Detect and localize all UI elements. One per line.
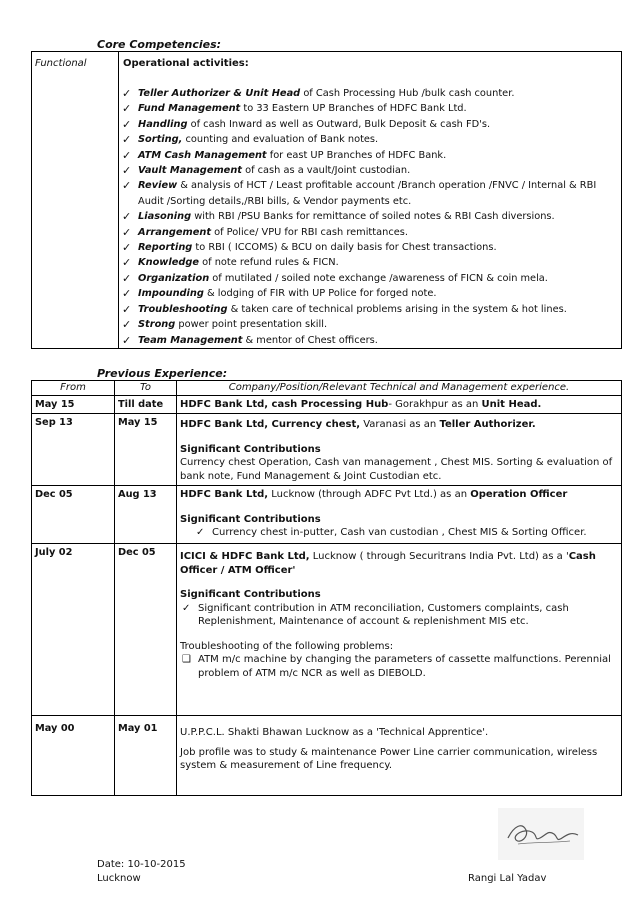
to-date: Aug 13 xyxy=(115,486,177,544)
checkbox-bullet-icon: ❑ xyxy=(182,654,191,665)
significant-contributions-heading: Significant Contributions xyxy=(180,589,321,600)
role-name: Operation Officer xyxy=(470,489,568,500)
experience-detail xyxy=(177,414,622,486)
table-header-row xyxy=(32,381,622,396)
checkmark-icon: ✓ xyxy=(122,287,132,301)
checkmark-icon: ✓ xyxy=(122,210,132,224)
checkmark-icon: ✓ xyxy=(122,333,132,347)
role-name: Cash Officer / ATM Officer' xyxy=(180,551,596,576)
column-divider xyxy=(118,52,119,348)
experience-detail xyxy=(177,544,622,716)
to-date: Dec 05 xyxy=(115,544,177,716)
checkmark-icon: ✓ xyxy=(122,302,132,316)
operational-activities-header: Operational activities: xyxy=(123,58,249,69)
checkmark-icon: ✓ xyxy=(122,117,132,131)
table-row xyxy=(32,544,622,716)
experience-table xyxy=(31,380,622,796)
footer-name: Rangi Lal Yadav xyxy=(468,873,547,884)
header-from: From xyxy=(32,381,115,396)
to-date: May 01 xyxy=(115,716,177,796)
core-competencies-table xyxy=(31,51,622,349)
checkmark-icon: ✓ xyxy=(122,164,132,178)
list-item: ✓ Sorting, counting and evaluation of Bank notes. xyxy=(122,133,379,147)
to-date: Till date xyxy=(115,395,177,414)
job-profile-text: Job profile was to study & maintenance Power Line carrier communication, wireless system & measurement of Line frequency. xyxy=(180,746,598,771)
company-name: HDFC Bank Ltd, Currency chest, xyxy=(180,419,361,430)
header-to: To xyxy=(115,381,177,396)
list-item: ✓ Impounding & lodging of FIR with UP Police for forged note. xyxy=(122,287,437,301)
list-item: ✓ Teller Authorizer & Unit Head of Cash Processing Hub /bulk cash counter. xyxy=(122,87,515,100)
contribution-text: Currency chest Operation, Cash van management , Chest MIS. Sorting & evaluation of bank note, Fund Management & Joint Custodian etc. xyxy=(180,457,613,482)
signature-image xyxy=(498,808,584,860)
position-text: Lucknow ( through Securitrans India Pvt. Ltd) as a ' xyxy=(309,551,569,562)
checkmark-icon: ✓ xyxy=(122,225,132,239)
position-text: - Gorakhpur as an xyxy=(388,398,482,410)
company-name: HDFC Bank Ltd, cash Processing Hub xyxy=(180,398,389,410)
company-name: ICICI & HDFC Bank Ltd, xyxy=(180,551,310,562)
list-item: ✓ Strong power point presentation skill. xyxy=(122,318,328,332)
table-row xyxy=(32,414,622,486)
position-text: Varanasi as an xyxy=(360,419,440,430)
role-name: Unit Head. xyxy=(481,398,542,410)
list-item: ✓ Vault Management of cash as a vault/Joint custodian. xyxy=(122,164,411,178)
list-item: ✓ Organization of mutilated / soiled note exchange /awareness of FICN & coin mela. xyxy=(122,271,548,285)
table-row xyxy=(32,486,622,544)
experience-detail xyxy=(177,395,622,414)
to-date: May 15 xyxy=(115,414,177,486)
checkmark-icon: ✓ xyxy=(122,271,132,285)
company-name: HDFC Bank Ltd, xyxy=(180,489,269,500)
from-date: May 15 xyxy=(32,395,115,414)
position-text: Lucknow (through ADFC Pvt Ltd.) as an xyxy=(268,489,471,500)
from-date: Sep 13 xyxy=(32,414,115,486)
from-date: July 02 xyxy=(32,544,115,716)
competency-list xyxy=(120,86,616,348)
checkmark-icon: ✓ xyxy=(122,148,132,162)
checkmark-icon: ✓ xyxy=(122,318,132,332)
checkmark-icon: ✓ xyxy=(182,602,191,614)
checkmark-icon: ✓ xyxy=(122,102,132,116)
list-item: ✓ Handling of cash Inward as well as Outward, Bulk Deposit & cash FD's. xyxy=(122,117,491,131)
checkmark-icon: ✓ xyxy=(122,256,132,270)
troubleshooting-item: ❑ ATM m/c machine by changing the parameters of cassette malfunctions. Perennial problem of ATM m/c NCR as well as DIEBOLD. xyxy=(182,654,611,679)
list-item: ✓ Review & analysis of HCT / Least profitable account /Branch operation /FNVC / Internal & RBI Audit /Sorting details,/RBI bills, & Vendor payments etc. xyxy=(122,179,597,207)
table-row xyxy=(32,395,622,414)
list-item: ✓ Fund Management to 33 Eastern UP Branches of HDFC Bank Ltd. xyxy=(122,102,467,116)
list-item: ✓ Knowledge of note refund rules & FICN. xyxy=(122,256,339,270)
significant-contributions-heading: Significant Contributions xyxy=(180,513,321,525)
list-item: ✓ Troubleshooting & taken care of technical problems arising in the system & hot lines. xyxy=(122,302,567,316)
list-item: ✓ Arrangement of Police/ VPU for RBI cash remittances. xyxy=(122,225,408,239)
footer-date: Date: 10-10-2015 xyxy=(97,859,186,870)
checkmark-icon: ✓ xyxy=(122,241,132,255)
list-item: ✓ Liasoning with RBI /PSU Banks for remittance of soiled notes & RBI Cash diversions. xyxy=(122,210,555,224)
functional-label: Functional xyxy=(35,58,87,69)
checkmark-icon: ✓ xyxy=(122,179,132,193)
from-date: May 00 xyxy=(32,716,115,796)
from-date: Dec 05 xyxy=(32,486,115,544)
significant-contributions-heading: Significant Contributions xyxy=(180,443,321,455)
table-row xyxy=(32,716,622,796)
header-company: Company/Position/Relevant Technical and Management experience. xyxy=(177,381,622,396)
role-name: Teller Authorizer. xyxy=(439,419,536,430)
core-competencies-title: Core Competencies: xyxy=(97,38,222,51)
contribution-bullet: ✓ Significant contribution in ATM reconciliation, Customers complaints, cash Replenishment, Maintenance of account & replenishment MIS etc. xyxy=(182,602,569,627)
troubleshooting-heading: Troubleshooting of the following problems: xyxy=(180,640,394,652)
list-item: ✓ Reporting to RBI ( ICCOMS) & BCU on daily basis for Chest transactions. xyxy=(122,241,497,255)
checkmark-icon: ✓ xyxy=(122,87,132,100)
checkmark-icon: ✓ xyxy=(122,133,132,147)
position-text: U.P.P.C.L. Shakti Bhawan Lucknow as a 'Technical Apprentice'. xyxy=(180,727,489,738)
previous-experience-title: Previous Experience: xyxy=(97,367,228,380)
experience-detail xyxy=(177,716,622,796)
list-item: ✓ ATM Cash Management for east UP Branches of HDFC Bank. xyxy=(122,148,447,162)
experience-detail xyxy=(177,486,622,544)
list-item: ✓ Team Management & mentor of Chest officers. xyxy=(122,333,378,347)
checkmark-icon: ✓ xyxy=(196,527,205,538)
footer-place: Lucknow xyxy=(97,873,141,884)
contribution-bullet: ✓ Currency chest in-putter, Cash van custodian , Chest MIS & Sorting Officer. xyxy=(196,527,587,538)
